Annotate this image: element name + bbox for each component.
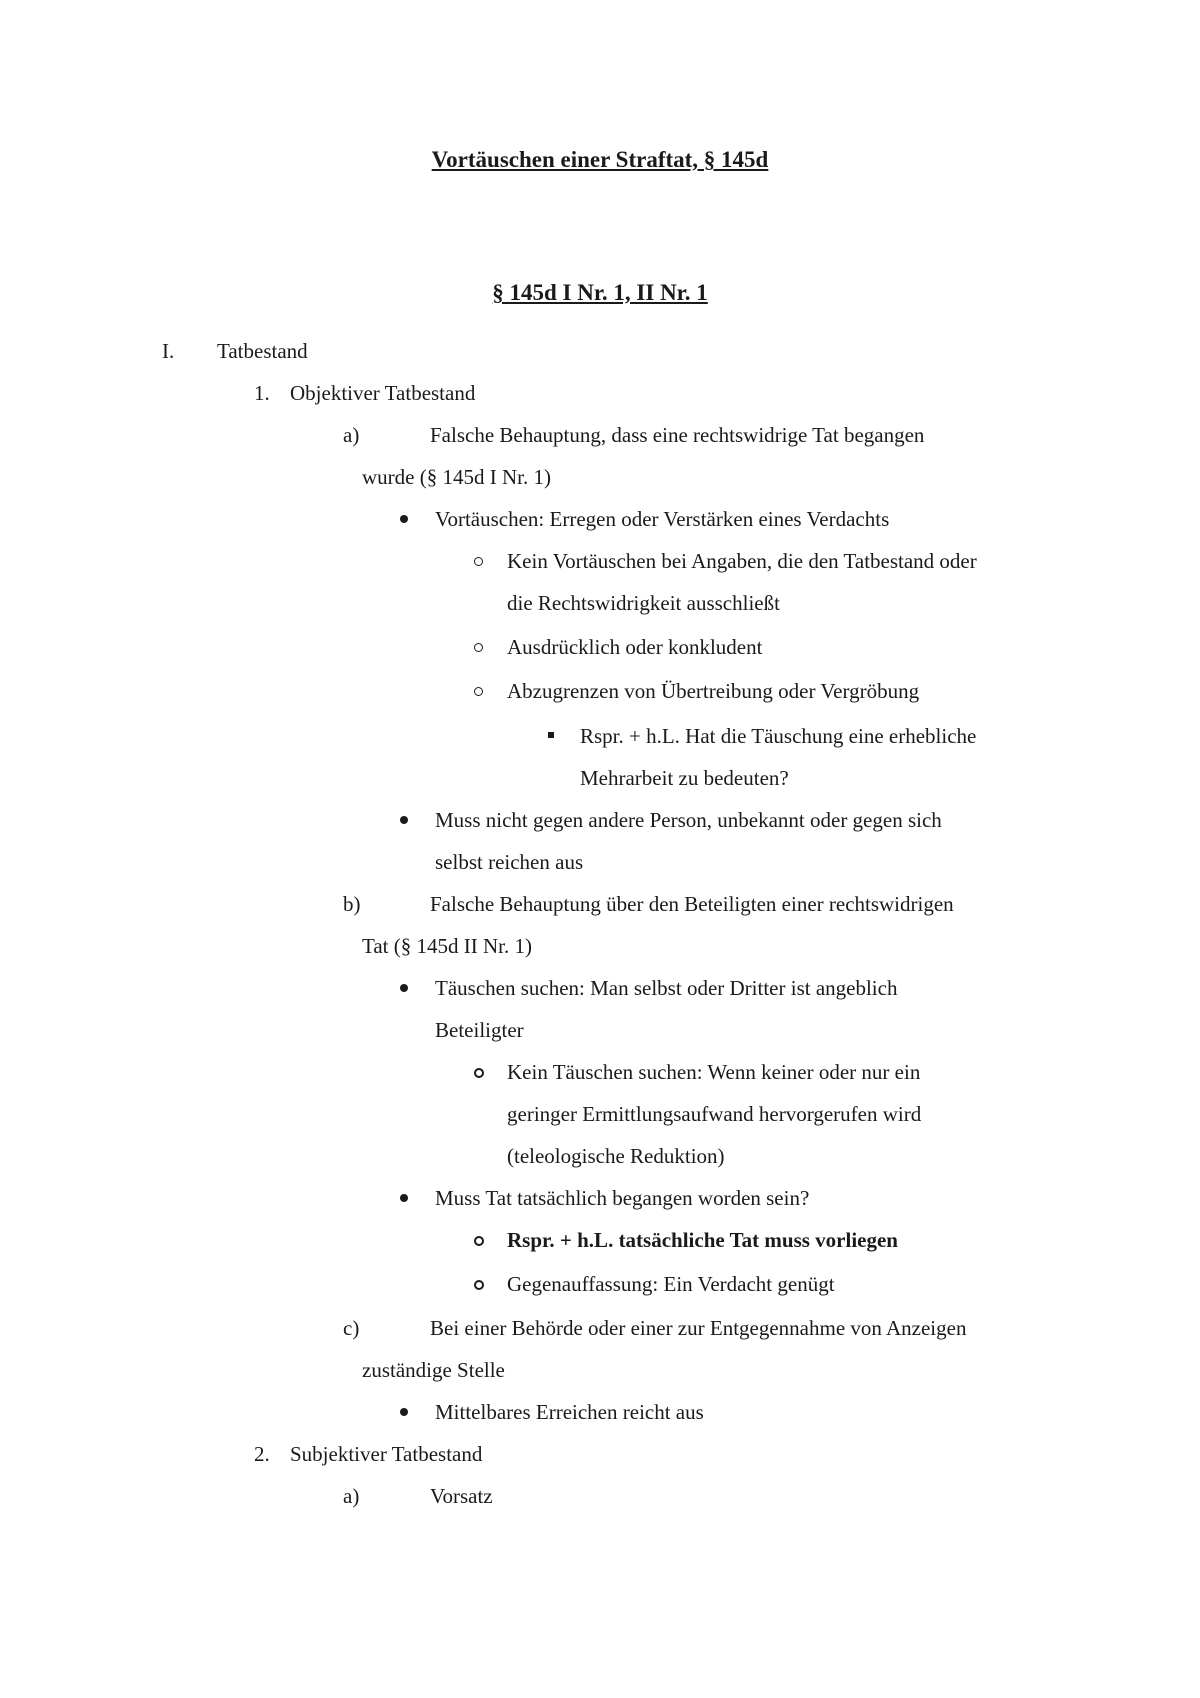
list-item-text: Falsche Behauptung, dass eine rechtswidrige Tat begangen [430, 423, 925, 447]
number-marker: 1. [254, 381, 270, 405]
sub-sub-bullet-text: Mehrarbeit zu bedeuten? [580, 766, 789, 790]
bullet-text: Täuschen suchen: Man selbst oder Dritter ist angeblich [435, 976, 898, 1000]
bullet-text: Muss nicht gegen andere Person, unbekannt oder gegen sich [435, 808, 942, 832]
sub-sub-bullet-text: Rspr. + h.L. Hat die Täuschung eine erhebliche [580, 724, 977, 748]
sub-bullet-text: Ausdrücklich oder konkludent [507, 635, 763, 659]
circle-bullet-icon [474, 557, 483, 566]
bullet-icon [400, 1194, 408, 1202]
bullet-text: Vortäuschen: Erregen oder Verstärken eines Verdachts [435, 507, 890, 531]
circle-bullet-icon [474, 687, 483, 696]
circle-bullet-icon [474, 643, 483, 652]
bullet-text: Beteiligter [435, 1018, 524, 1042]
document-title: Vortäuschen einer Straftat, § 145d [431, 147, 769, 172]
letter-marker: c) [343, 1316, 360, 1340]
sub-bullet-text: (teleologische Reduktion) [507, 1144, 725, 1168]
letter-marker: a) [343, 423, 360, 447]
bullet-icon [400, 1408, 408, 1416]
heading-tatbestand: Tatbestand [217, 339, 308, 363]
bullet-text: Mittelbares Erreichen reicht aus [435, 1400, 704, 1424]
section-heading: § 145d I Nr. 1, II Nr. 1 [492, 280, 708, 305]
sub-bullet-text: Abzugrenzen von Übertreibung oder Vergröbung [507, 679, 920, 703]
bullet-icon [400, 515, 408, 523]
list-item-text: Bei einer Behörde oder einer zur Entgegennahme von Anzeigen [430, 1316, 967, 1340]
list-item-text: zuständige Stelle [362, 1358, 505, 1382]
sub-bullet-text: Kein Vortäuschen bei Angaben, die den Tatbestand oder [507, 549, 977, 573]
sub-bullet-text-bold: Rspr. + h.L. tatsächliche Tat muss vorliegen [507, 1228, 898, 1252]
circle-bullet-icon [474, 1068, 484, 1078]
list-item-text: Falsche Behauptung über den Beteiligten einer rechtswidrigen [430, 892, 954, 916]
heading-objektiver-tatbestand: Objektiver Tatbestand [290, 381, 476, 405]
sub-bullet-text: Gegenauffassung: Ein Verdacht genügt [507, 1272, 835, 1296]
sub-bullet-text: die Rechtswidrigkeit ausschließt [507, 591, 780, 615]
list-item-text: Tat (§ 145d II Nr. 1) [362, 934, 532, 958]
number-marker: 2. [254, 1442, 270, 1466]
bullet-text: selbst reichen aus [435, 850, 584, 874]
letter-marker: b) [343, 892, 361, 916]
heading-subjektiver-tatbestand: Subjektiver Tatbestand [290, 1442, 483, 1466]
bullet-icon [400, 984, 408, 992]
letter-marker: a) [343, 1484, 360, 1508]
list-item-text: wurde (§ 145d I Nr. 1) [362, 465, 551, 489]
square-bullet-icon [548, 732, 554, 738]
circle-bullet-icon [474, 1280, 484, 1290]
circle-bullet-icon [474, 1236, 484, 1246]
sub-bullet-text: Kein Täuschen suchen: Wenn keiner oder nur ein [507, 1060, 921, 1084]
bullet-text: Muss Tat tatsächlich begangen worden sein? [435, 1186, 810, 1210]
sub-bullet-text: geringer Ermittlungsaufwand hervorgerufen wird [507, 1102, 922, 1126]
bullet-icon [400, 816, 408, 824]
roman-marker: I. [162, 339, 175, 363]
list-item-text: Vorsatz [430, 1484, 493, 1508]
